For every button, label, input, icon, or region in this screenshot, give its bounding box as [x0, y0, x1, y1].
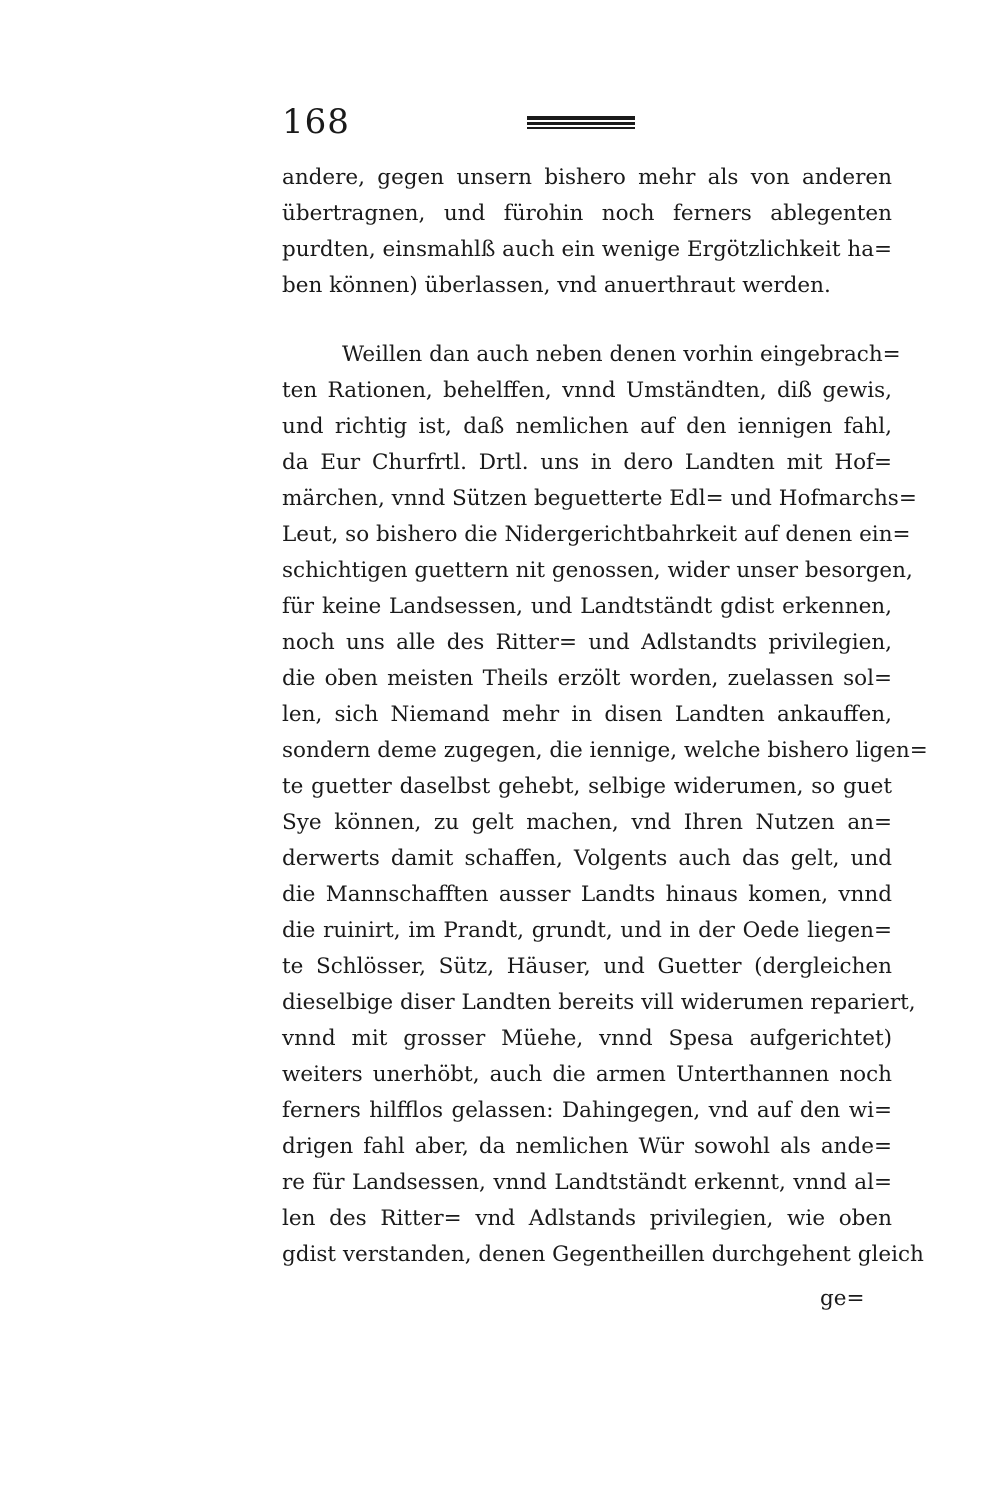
text-line: re für Landsessen, vnnd Landtständt erkennt, vnnd al= [282, 1170, 892, 1195]
text-line: die ruinirt, im Prandt, grundt, und in der Oede liegen= [282, 918, 892, 943]
text-line: vnnd mit grosser Müehe, vnnd Spesa aufgerichtet) [282, 1026, 892, 1051]
text-line: te guetter daselbst gehebt, selbige widerumen, so guet [282, 774, 892, 799]
text-line: len, sich Niemand mehr in disen Landten ankauffen, [282, 702, 892, 727]
text-line: purdten, einsmahlß auch ein wenige Ergötzlichkeit ha= [282, 237, 893, 262]
text-line: übertragnen, und fürohin noch ferners ablegenten [282, 201, 892, 226]
catchword: ge= [820, 1286, 865, 1311]
text-line: und richtig ist, daß nemlichen auf den iennigen fahl, [282, 414, 892, 439]
text-line: drigen fahl aber, da nemlichen Wür sowohl als ande= [282, 1134, 892, 1159]
text-line: die Mannschafften ausser Landts hinaus komen, vnnd [282, 882, 892, 907]
text-line: Weillen dan auch neben denen vorhin eingebrach= [342, 342, 901, 367]
text-line: sondern deme zugegen, die iennige, welche bishero ligen= [282, 738, 928, 763]
text-line: gdist verstanden, denen Gegentheillen durchgehent gleich [282, 1242, 924, 1267]
text-line: noch uns alle des Ritter= und Adlstandts privilegien, [282, 630, 892, 655]
text-line: derwerts damit schaffen, Volgents auch das gelt, und [282, 846, 892, 871]
text-line: dieselbige diser Landten bereits vill widerumen repariert, [282, 990, 916, 1015]
text-line: die oben meisten Theils erzölt worden, zuelassen sol= [282, 666, 892, 691]
text-line: te Schlösser, Sütz, Häuser, und Guetter (dergleichen [282, 954, 892, 979]
text-line: schichtigen guettern nit genossen, wider unser besorgen, [282, 558, 913, 583]
page-number: 168 [282, 102, 350, 142]
rule-line [527, 116, 635, 120]
rule-line [527, 127, 635, 129]
text-line: Leut, so bishero die Nidergerichtbahrkeit auf denen ein= [282, 522, 911, 547]
text-line: da Eur Churfrtl. Drtl. uns in dero Landten mit Hof= [282, 450, 892, 475]
text-line: ben können) überlassen, vnd anuerthraut werden. [282, 273, 831, 298]
text-line: len des Ritter= vnd Adlstands privilegien, wie oben [282, 1206, 892, 1231]
paragraph-1 [282, 160, 892, 304]
text-line: märchen, vnnd Sützen beguetterte Edl= und Hofmarchs= [282, 486, 917, 511]
text-line: ten Rationen, behelffen, vnnd Umständten, diß gewis, [282, 378, 892, 403]
text-line: andere, gegen unsern bishero mehr als von anderen [282, 165, 892, 190]
paragraph-2 [282, 337, 928, 1273]
text-line: ferners hilfflos gelassen: Dahingegen, vnd auf den wi= [282, 1098, 892, 1123]
rule-line [527, 122, 635, 125]
text-line: Sye können, zu gelt machen, vnd Ihren Nutzen an= [282, 810, 892, 835]
text-line: für keine Landsessen, und Landtständt gdist erkennen, [282, 594, 892, 619]
header-ornament-rule [527, 116, 635, 130]
text-line: weiters unerhöbt, auch die armen Unterthannen noch [282, 1062, 892, 1087]
